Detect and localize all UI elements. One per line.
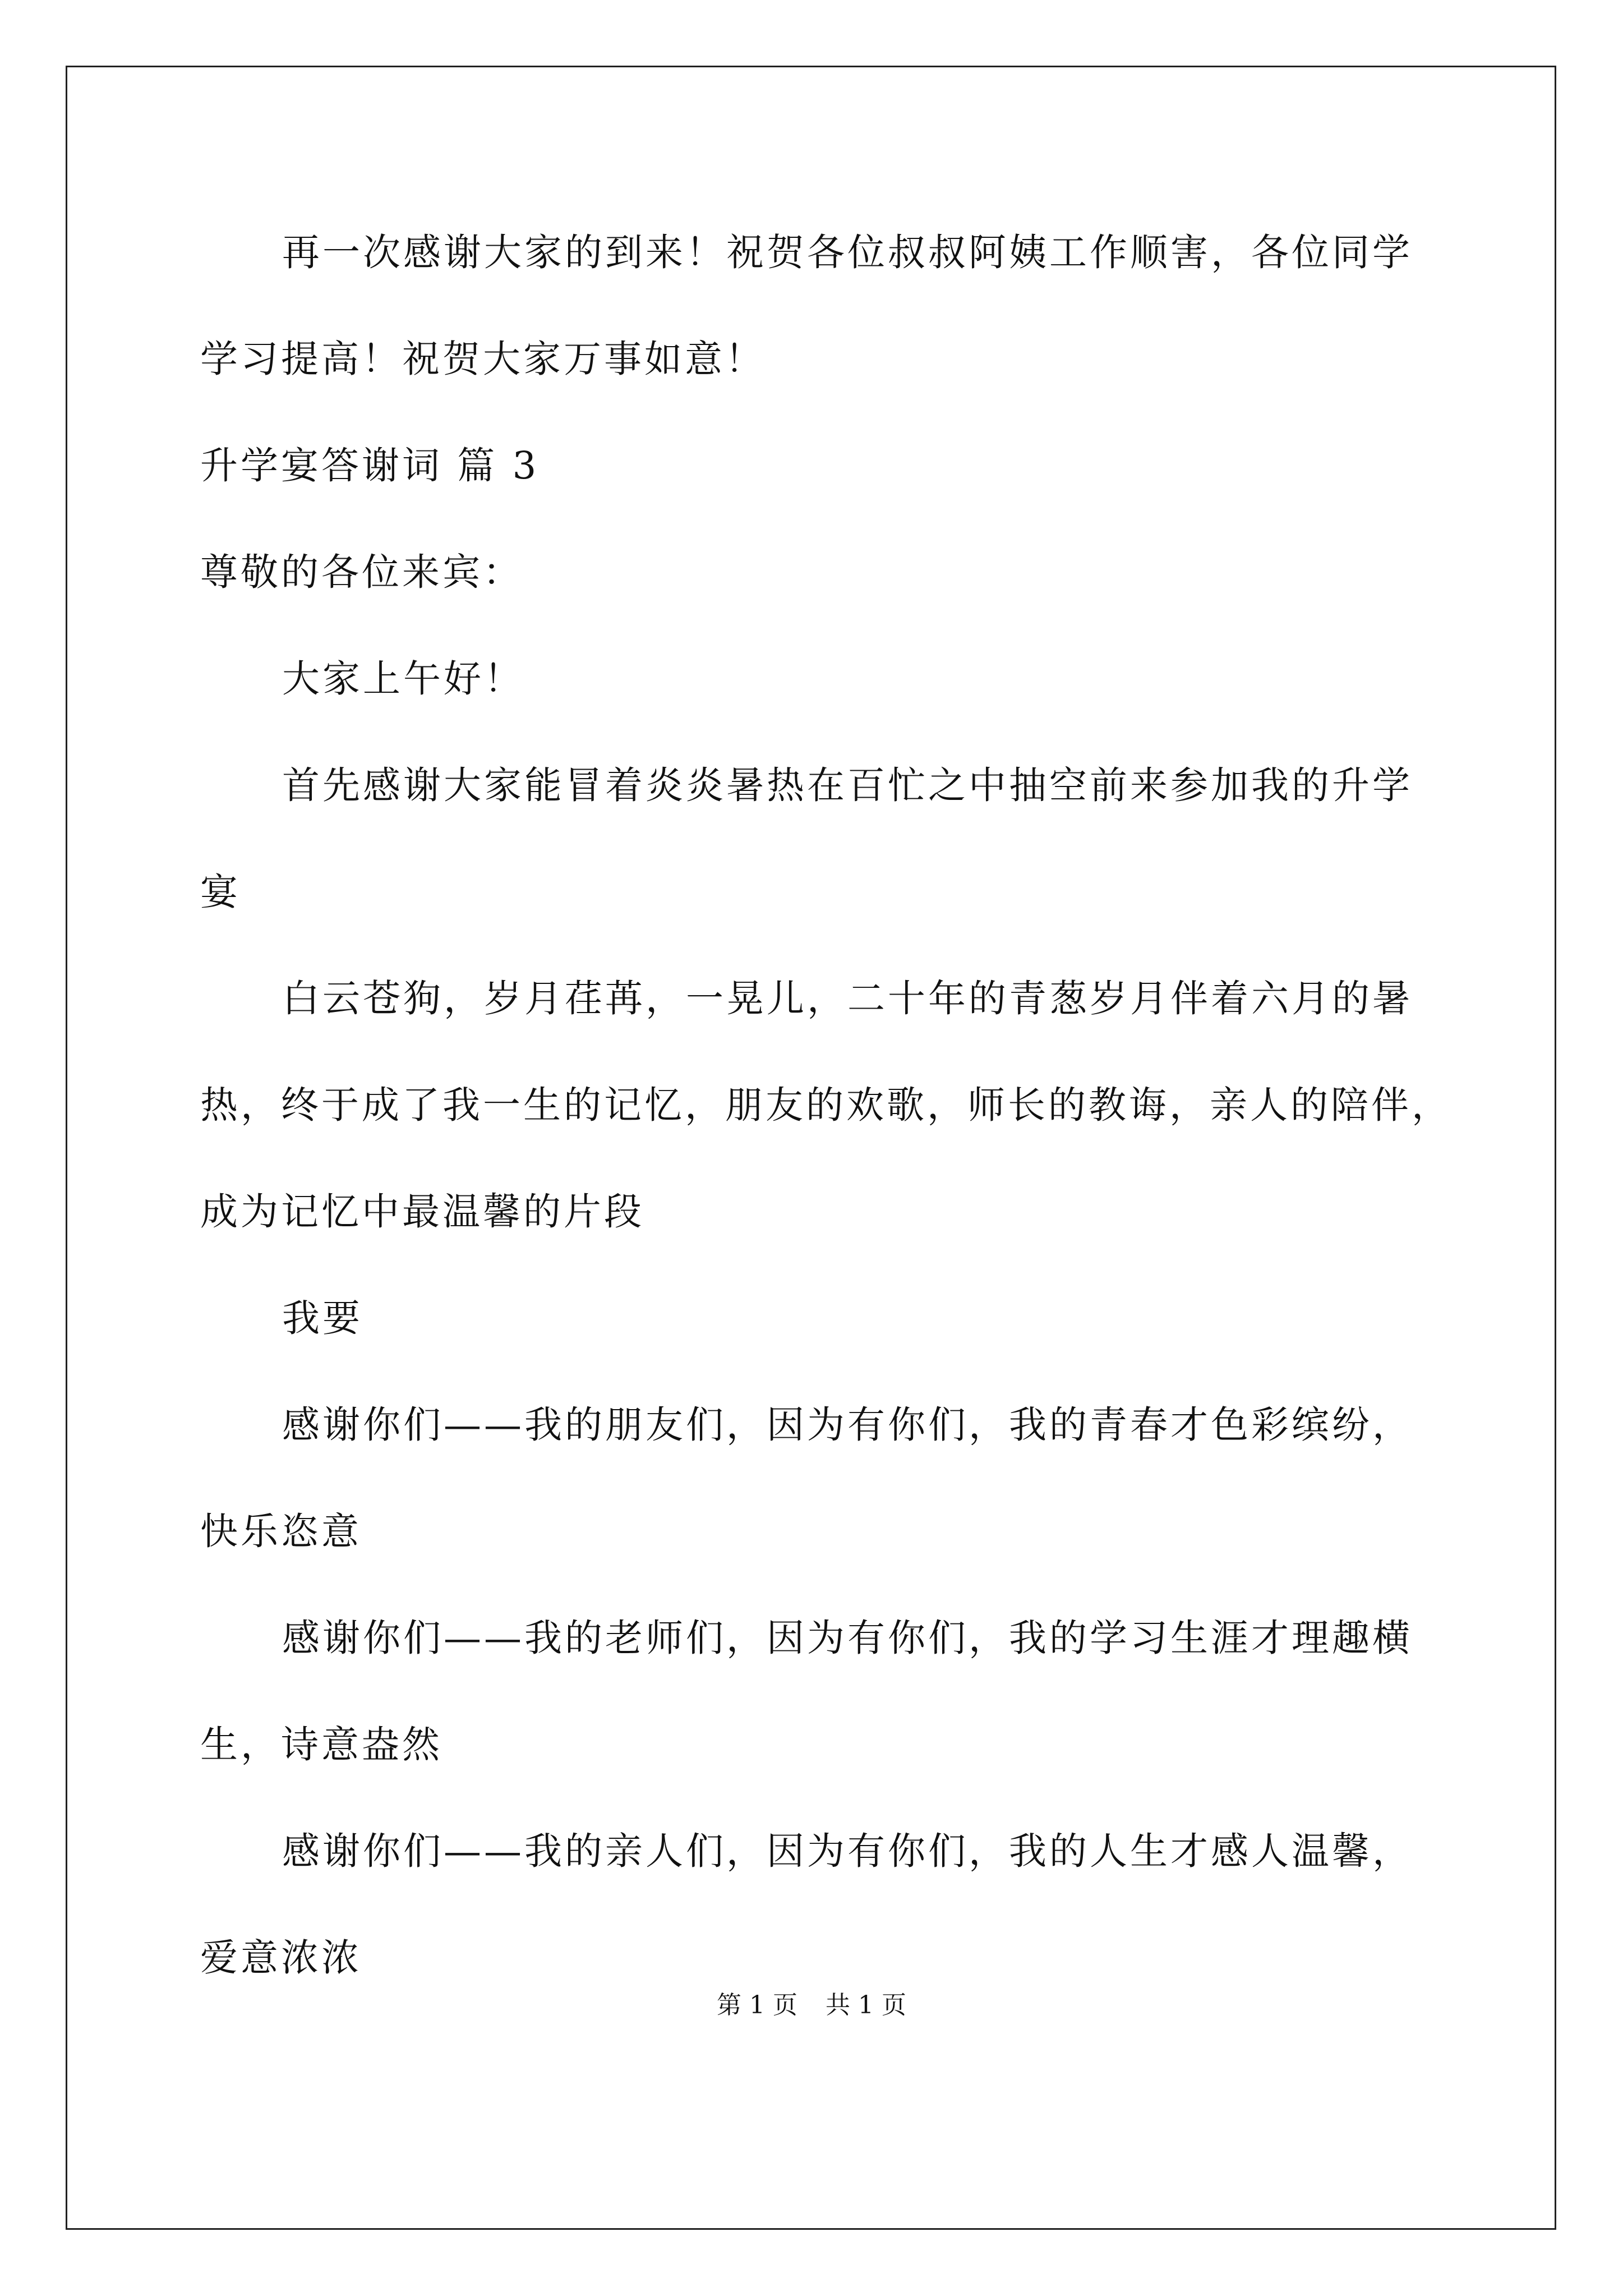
- paragraph-line: 我要: [282, 1296, 363, 1340]
- document-body: [200, 216, 1452, 2028]
- paragraph-line: 成为记忆中最温馨的片段: [200, 1190, 644, 1234]
- paragraph-line: 白云苍狗，岁月荏苒，一晃儿，二十年的青葱岁月伴着六月的暑: [282, 977, 1413, 1020]
- greeting: 大家上午好！: [282, 657, 524, 701]
- salutation: 尊敬的各位来宾：: [200, 550, 523, 594]
- page-number: 第 1 页: [717, 1991, 797, 2019]
- paragraph-line: 再一次感谢大家的到来！祝贺各位叔叔阿姨工作顺害，各位同学: [282, 231, 1413, 274]
- page-footer: [0, 1989, 1623, 2022]
- paragraph-line: 快乐恣意: [200, 1510, 362, 1553]
- paragraph-line: 生，诗意盎然: [200, 1723, 442, 1766]
- section-heading: 升学宴答谢词 篇 3: [200, 444, 540, 487]
- paragraph-line: 感谢你们——我的亲人们，因为有你们，我的人生才感人温馨，: [282, 1829, 1413, 1873]
- paragraph-line: 学习提高！祝贺大家万事如意！: [200, 337, 766, 381]
- paragraph-line: 爱意浓浓: [200, 1936, 362, 1980]
- page-total: 共 1 页: [826, 1991, 906, 2019]
- paragraph-line: 首先感谢大家能冒着炎炎暑热在百忙之中抽空前来参加我的升学: [282, 763, 1413, 807]
- paragraph-line: 感谢你们——我的老师们，因为有你们，我的学习生涯才理趣横: [282, 1616, 1413, 1660]
- paragraph-line: 宴: [200, 870, 241, 914]
- paragraph-line: 热，终于成了我一生的记忆，朋友的欢歌，师长的教诲，亲人的陪伴，: [200, 1083, 1452, 1127]
- paragraph-line: 感谢你们——我的朋友们，因为有你们，我的青春才色彩缤纷，: [282, 1403, 1413, 1447]
